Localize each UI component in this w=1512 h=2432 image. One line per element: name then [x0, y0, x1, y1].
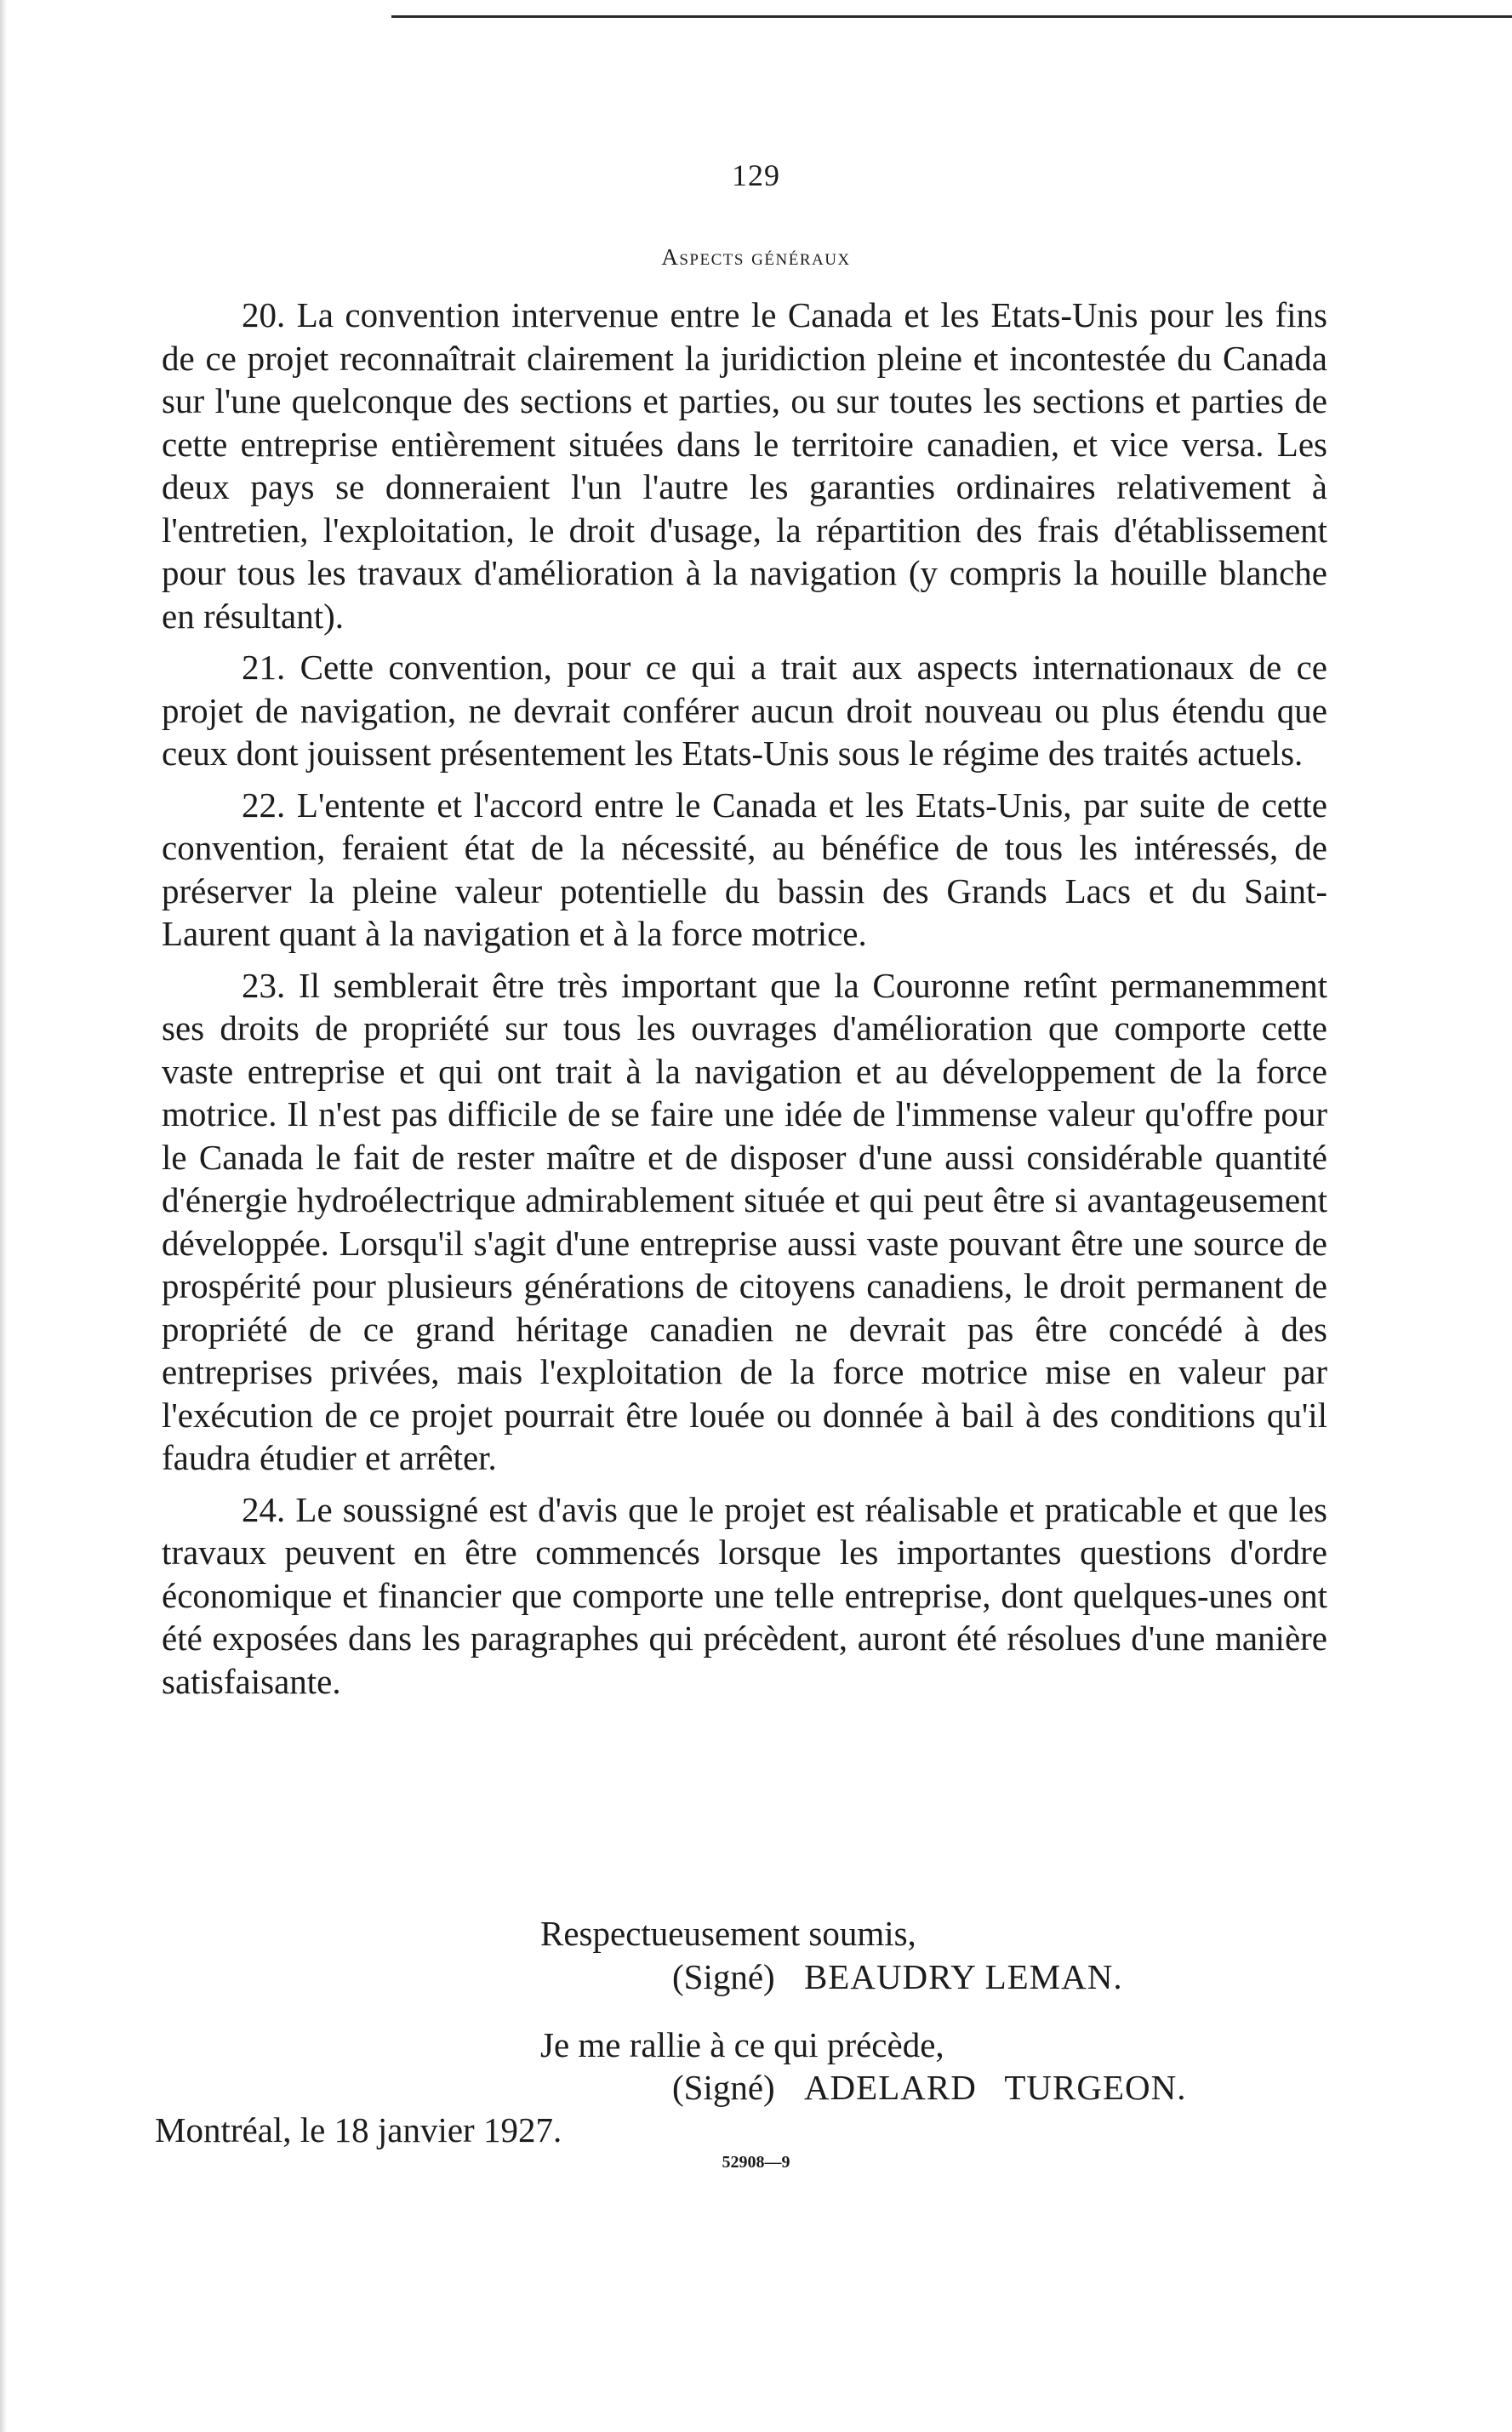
- signed-label: (Signé): [672, 1957, 775, 1996]
- paragraph-text: Cette convention, pour ce qui a trait aux aspects internationaux de ce projet de navigation, ne devrait conférer aucun droit nouveau ou plus étendu que ceux dont jouissent présentement les Etats-Unis sous le régime des traités actuels.: [162, 648, 1327, 773]
- signed-label: (Signé): [672, 2068, 775, 2107]
- paragraph-22: [162, 784, 1327, 956]
- print-code: 52908—9: [722, 2153, 790, 2172]
- body-text: [162, 294, 1327, 1711]
- paragraph-number: 23.: [242, 965, 286, 1005]
- paragraph-21: [162, 646, 1327, 775]
- place-and-date: Montréal, le 18 janvier 1927.: [155, 2110, 562, 2149]
- paragraph-24: [162, 1488, 1327, 1704]
- section-heading: Aspects généraux: [661, 244, 851, 270]
- paragraph-number: 21.: [242, 648, 286, 687]
- paragraph-20: [162, 294, 1327, 637]
- paragraph-text: L'entente et l'accord entre le Canada et les Etats-Unis, par suite de cette convention, feraient état de la nécessité, au bénéfice de tous les intéressés, de préserver la pleine valeur potentielle du bassin des Grands Lacs et du Saint-Laurent quant à la navigation et à la force motrice.: [162, 785, 1327, 953]
- paragraph-number: 22.: [242, 785, 286, 825]
- respectfully-submitted: Respectueusement soumis,: [540, 1914, 916, 1953]
- page-top-edge-line: [391, 15, 1512, 18]
- paragraph-23: [162, 964, 1327, 1480]
- paragraph-number: 20.: [242, 295, 286, 334]
- page-number: 129: [732, 158, 780, 192]
- signer-name-turgeon: ADELARD TURGEON.: [803, 2068, 1187, 2107]
- paragraph-number: 24.: [242, 1489, 286, 1529]
- paragraph-text: Le soussigné est d'avis que le projet est réalisable et praticable et que les travaux peuvent en être commencés lorsque les importantes questions d'ordre économique et financier que comporte une telle entreprise, dont quelques-unes ont été exposées dans les paragraphes qui précèdent, auront été résolues d'une manière satisfaisante.: [162, 1489, 1328, 1701]
- page-left-shadow: [0, 0, 7, 2432]
- signature-line-leman: [672, 1955, 1123, 1998]
- paragraph-text: La convention intervenue entre le Canada et les Etats-Unis pour les fins de ce projet reconnaîtrait clairement la juridiction pleine et incontestée du Canada sur l'une quelconque des sections et parties, ou sur toutes les sections et parties de cette entreprise entièrement situées dans le territoire canadien, et vice versa. Les deux pays se donneraient l'un l'autre les garanties ordinaires relativement à l'entretien, l'exploitation, le droit d'usage, la répartition des frais d'établissement pour tous les travaux d'amélioration à la navigation (y compris la houille blanche en résultant).: [162, 295, 1327, 636]
- paragraph-text: Il semblerait être très important que la Couronne retînt permanemment ses droits de propriété sur tous les ouvrages d'amélioration que comporte cette vaste entreprise et qui ont trait à la navigation et au développement de la force motrice. Il n'est pas difficile de se faire une idée de l'immense valeur qu'offre pour le Canada le fait de rester maître et de disposer d'une aussi considérable quantité d'énergie hydroélectrique admirablement située et qui peut être si avantageusement développée. Lorsqu'il s'agit d'une entreprise aussi vaste pouvant être une source de prospérité pour plusieurs générations de citoyens canadiens, le droit permanent de propriété de ce grand héritage canadien ne devrait pas être concédé à des entreprises privées, mais l'exploitation de la force motrice mise en valeur par l'exécution de ce projet pourrait être louée ou donnée à bail à des conditions qu'il faudra étudier et arrêter.: [162, 965, 1327, 1477]
- signature-line-turgeon: [672, 2066, 1186, 2109]
- signer-name-leman: BEAUDRY LEMAN.: [803, 1957, 1123, 1996]
- concurrence-statement: Je me rallie à ce qui précède,: [540, 2025, 944, 2064]
